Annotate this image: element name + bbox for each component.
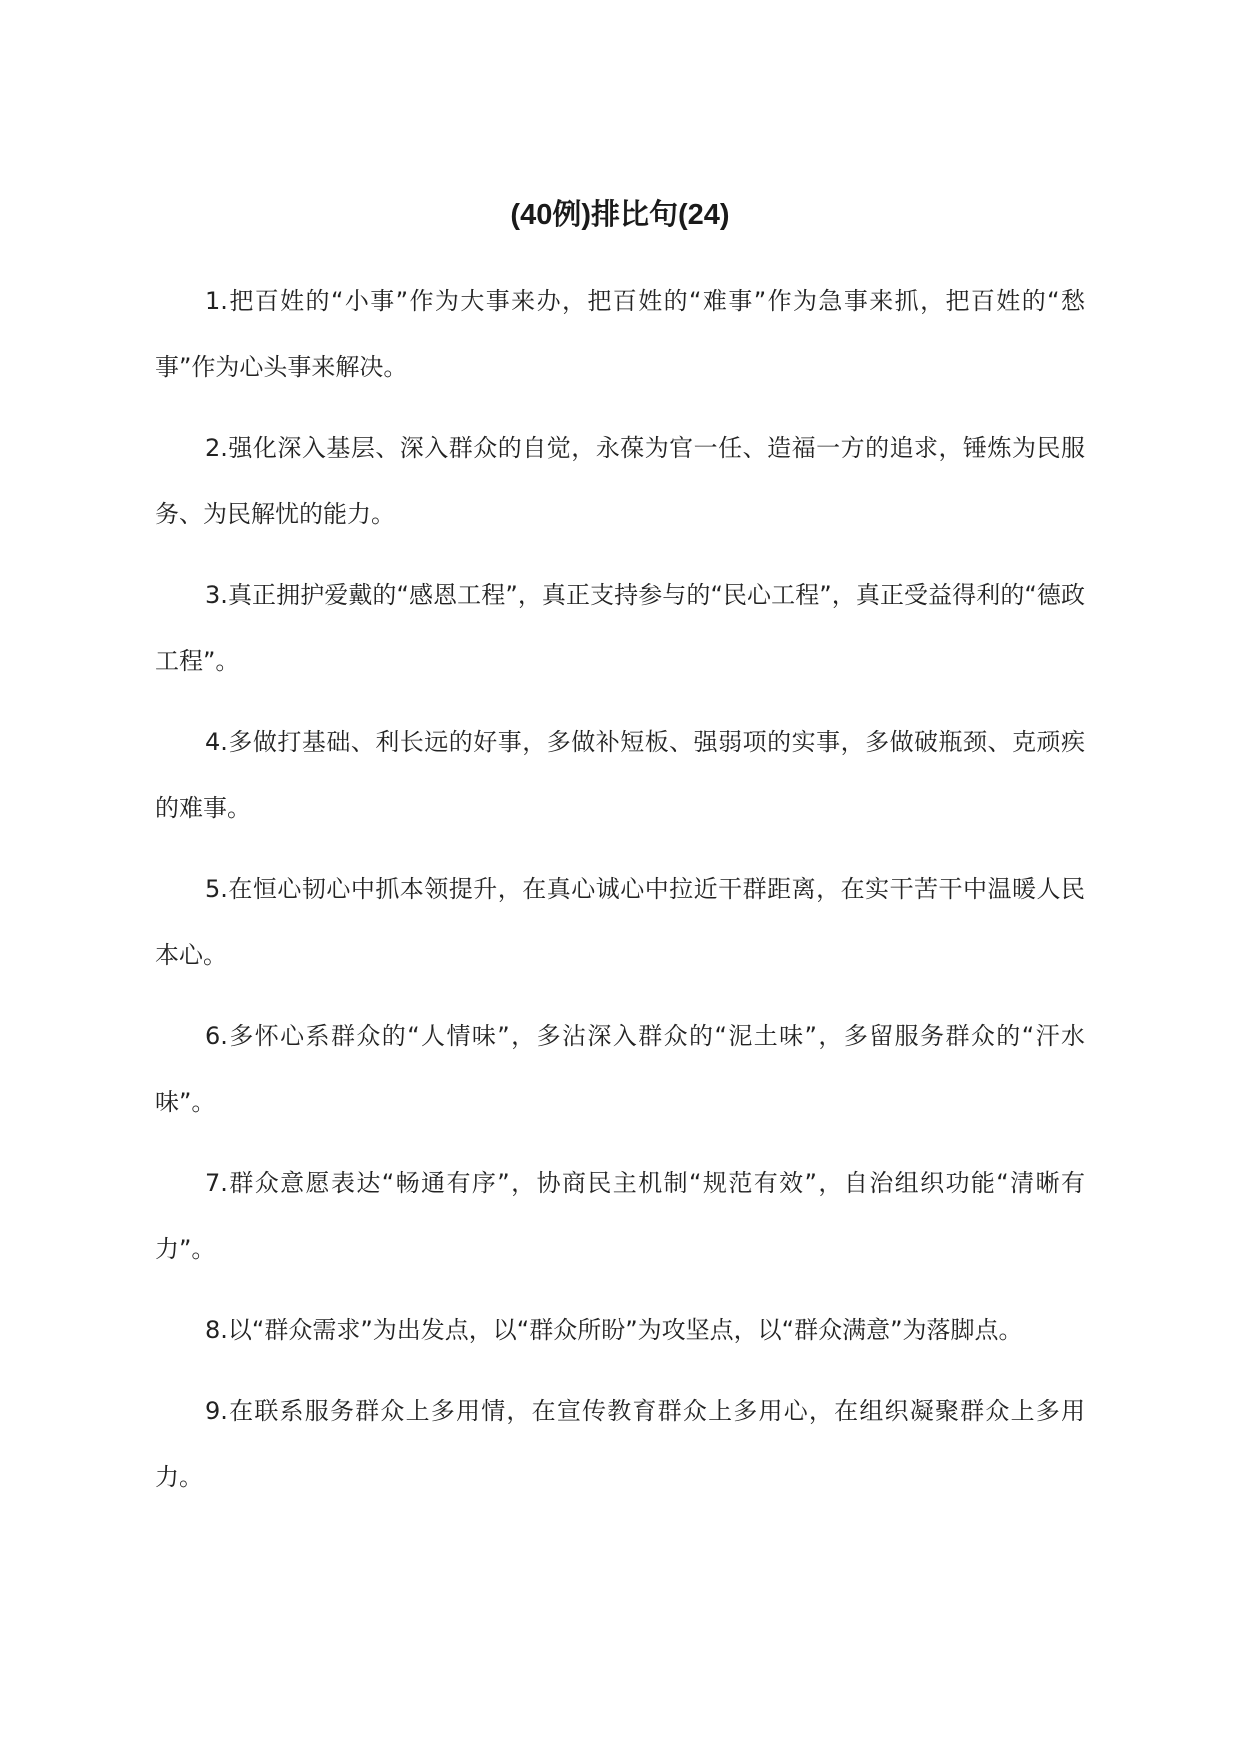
document-title: (40例)排比句(24) [510,199,730,231]
paragraph-3: 3.真正拥护爱戴的“感恩工程”，真正支持参与的“民心工程”，真正受益得利的“德政工程”。 [155,581,1085,675]
paragraph-7: 7.群众意愿表达“畅通有序”，协商民主机制“规范有效”，自治组织功能“清晰有力”。 [155,1169,1085,1263]
paragraph-5: 5.在恒心韧心中抓本领提升，在真心诚心中拉近干群距离，在实干苦干中温暖人民本心。 [155,875,1085,969]
paragraph-2: 2.强化深入基层、深入群众的自觉，永葆为官一任、造福一方的追求，锤炼为民服务、为民解忧的能力。 [155,434,1085,528]
paragraph-1: 1.把百姓的“小事”作为大事来办，把百姓的“难事”作为急事来抓，把百姓的“愁事”作为心头事来解决。 [155,287,1085,381]
paragraph-4: 4.多做打基础、利长远的好事，多做补短板、强弱项的实事，多做破瓶颈、克顽疾的难事。 [155,728,1085,822]
document-body [155,268,1085,1525]
paragraph-9: 9.在联系服务群众上多用情，在宣传教育群众上多用心，在组织凝聚群众上多用力。 [155,1397,1085,1491]
paragraph-6: 6.多怀心系群众的“人情味”，多沾深入群众的“泥土味”，多留服务群众的“汗水味”。 [155,1022,1085,1116]
paragraph-8: 8.以“群众需求”为出发点，以“群众所盼”为攻坚点，以“群众满意”为落脚点。 [205,1316,1023,1344]
